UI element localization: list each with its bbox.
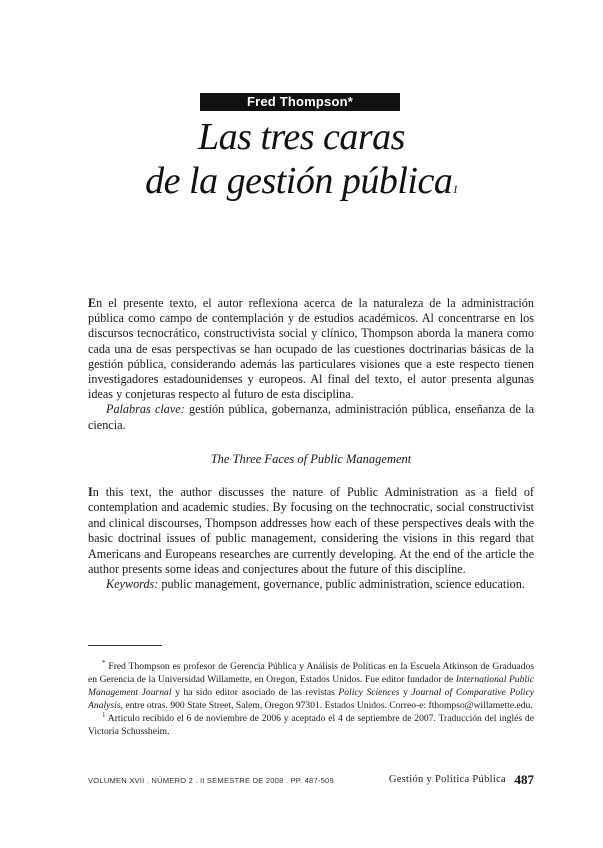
- title-text-2: de la gestión pública: [145, 160, 453, 202]
- footnote-divider: [88, 645, 162, 646]
- page-footer: [88, 774, 534, 788]
- abstract-spanish: [88, 296, 534, 433]
- footnote-1-mark: *: [102, 659, 106, 667]
- footnote-2-text: Artículo recibido el 6 de noviembre de 2006 y aceptado el 4 de septiembre de 2007. Traducción del inglés de Victoria Schussheim.: [88, 713, 534, 738]
- page-number: 487: [514, 772, 534, 787]
- footnote-1-journal-3: Journal of Comparative Policy Analysis: [88, 687, 534, 712]
- author-label: Fred Thompson*: [200, 93, 400, 111]
- article-title-line-2: [60, 159, 543, 203]
- footnote-1-journal-1: International Public Management Journal: [88, 674, 534, 699]
- footnote-1-text-b: y ha sido editor asociado de las revistas: [171, 687, 339, 699]
- keywords-en-text: public management, governance, public administration, science education.: [158, 577, 525, 592]
- abstract-en-dropcap: I: [88, 485, 93, 499]
- footnote-1-journal-2: Policy Sciences: [338, 687, 400, 699]
- abstract-es-text: n el presente texto, el autor reflexiona acerca de la naturaleza de la administración pública como campo de contemplación y de estudios académicos. Al concentrarse en los discursos tecnocrático, constructivista social y clínico, Thompson aborda la manera como cada una de esas perspectivas se han ocupado de las cuestiones doctrinarias básicas de la gestión pública, considerando además las particulares visiones que a este respecto tienen investigadores estadounidenses y europeos. Al final del texto, el autor presenta algunas ideas y conjeturas respecto al futuro de esta disciplina.: [88, 296, 534, 402]
- keywords-en-label: Keywords:: [106, 577, 159, 592]
- footnote-article: [88, 709, 534, 738]
- keywords-es-label: Palabras clave:: [106, 402, 185, 417]
- abstract-es-dropcap: E: [88, 296, 97, 310]
- footnote-1-text-a: Fred Thompson es profesor de Gerencia Pública y Análisis de Políticas en la Escuela Atkinson de Graduados en Gerencia de la Universidad Willamette, en Oregon, Estados Unidos. Fue editor fundador de: [88, 661, 534, 686]
- footnote-1-text-d: , entre otras. 900 State Street, Salem, Oregon 97301. Estados Unidos. Correo-e: fthompso@willamette.edu.: [120, 700, 533, 712]
- footnote-2-mark: 1: [102, 711, 106, 719]
- footnote-1-text-c: y: [399, 687, 412, 699]
- english-title: The Three Faces of Public Management: [210, 452, 412, 466]
- footer-volume-info: VOLUMEN XVII . NÚMERO 2 . II SEMESTRE DE 2008 . PP. 487-509: [88, 776, 334, 785]
- footer-journal-name: Gestión y Política Pública: [388, 774, 506, 785]
- abstract-english: [88, 485, 534, 593]
- keywords-es-text: gestión pública, gobernanza, administración pública, enseñanza de la ciencia.: [88, 402, 534, 432]
- title-text-1: Las tres caras: [198, 116, 405, 158]
- article-title-line-1: [60, 115, 543, 159]
- footnote-author: [88, 657, 534, 712]
- title-footnote-mark: 1: [452, 182, 458, 196]
- abstract-en-text: n this text, the author discusses the nature of Public Administration as a field of contemplation and academic studies. By focusing on the technocratic, social constructivist and clinical discourses, Thompson addresses how each of these perspectives deals with the basic doctrinal issues of public management, considering the visions in this regard that Americans and Europeans researches are currently developing. At the end of the article the author presents some ideas and conjectures about the future of this discipline.: [88, 485, 534, 577]
